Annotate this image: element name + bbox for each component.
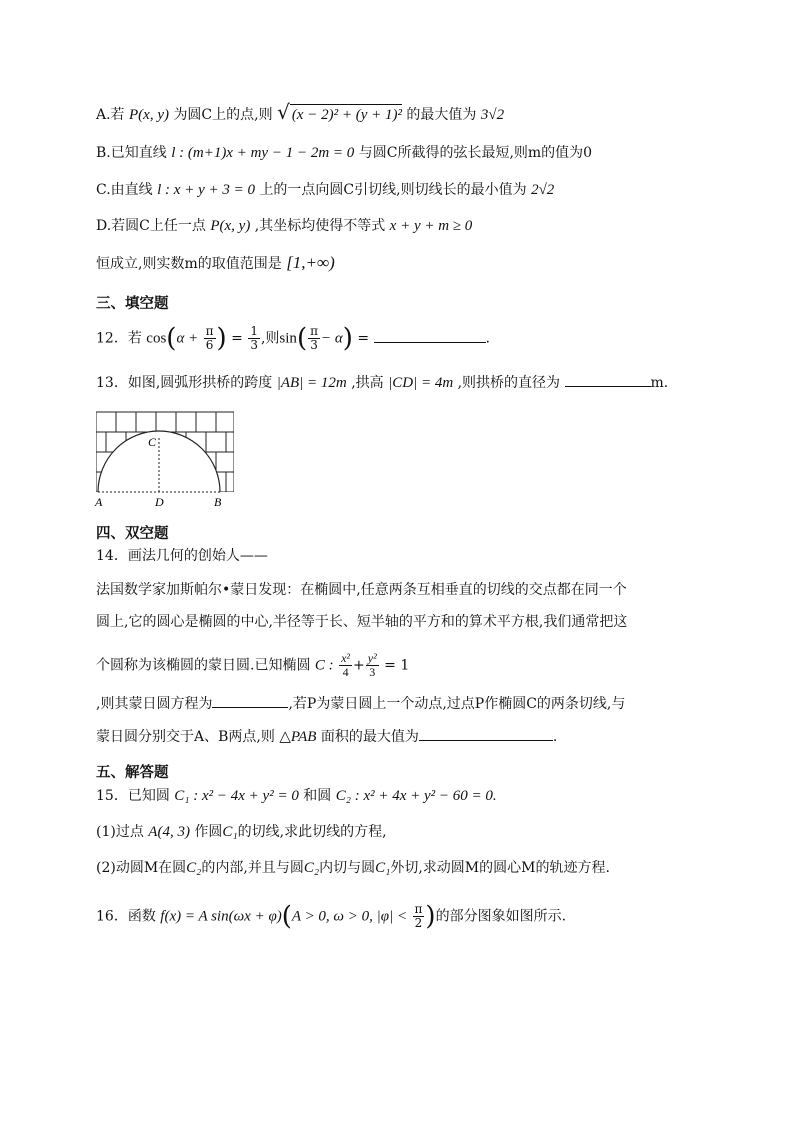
q14-line6 (96, 726, 557, 747)
option-c (96, 180, 554, 200)
option-a (96, 102, 504, 125)
q12-answer-blank[interactable] (374, 328, 486, 343)
q14-plus: + (353, 657, 365, 674)
option-b-tail: 与圆C所截得的弦长最短,则m的值为0 (358, 145, 593, 161)
q15-point-a: A(4, 3) (148, 824, 190, 840)
q14-line6a: 蒙日圆分别交于A、B两点,则 (96, 729, 275, 745)
q14-answer-blank-2[interactable] (419, 726, 553, 741)
q14-line6b: 面积的最大值为 (320, 729, 419, 745)
q15-part1c: C₁ (222, 824, 238, 840)
option-a-answer: 3√2 (480, 107, 505, 123)
q15-part2b: C₂ (186, 860, 202, 876)
q15-part2e: 内切与圆 (319, 860, 376, 876)
q14-line5b: ,若P为蒙日圆上一个动点,过点P作椭圆C的两条切线,与 (288, 696, 626, 712)
q12-num: 12．若 (96, 330, 142, 347)
sqrt-sign-icon: √ (277, 100, 290, 124)
q14-line6c: . (552, 729, 558, 745)
q14-y2: y² (367, 651, 377, 665)
q13-unit: m. (650, 375, 669, 391)
option-a-mid: 为圆C上的点,则 (173, 107, 273, 123)
q14-line4 (96, 652, 409, 679)
label-d: D (155, 495, 164, 509)
option-d (96, 216, 472, 236)
left-paren-icon: ( (166, 323, 177, 354)
q14-line5 (96, 693, 625, 714)
q16-frac-pi-2 (413, 903, 425, 930)
q14-frac-y2-3 (366, 652, 379, 679)
q12-frac-pi-3 (308, 325, 320, 352)
q12-pi: π (205, 324, 214, 338)
right-paren-icon: ) (216, 323, 227, 354)
label-c: C (148, 435, 157, 449)
q13-text1: 13．如图,圆弧形拱桥的跨度 (96, 375, 273, 391)
q16-two: 2 (414, 916, 423, 930)
q15-part2f: C₁ (375, 860, 391, 876)
left-paren-icon: ( (296, 323, 308, 354)
q12-eq2: = (357, 330, 370, 347)
q14-den4: 4 (342, 665, 349, 679)
q12-cos: cos (146, 330, 167, 347)
q15-line1a: 15．已知圆 (96, 788, 170, 804)
q15-part2c: 的内部,并且与圆 (201, 860, 304, 876)
q15-part2d: C₂ (303, 860, 320, 876)
q15-part1a: (1)过点 (96, 824, 144, 840)
q12-then: ,则 (260, 330, 280, 347)
q15-part1 (96, 822, 387, 842)
q14-ellipse-c: C : (314, 657, 334, 674)
option-b (96, 143, 592, 163)
q14-frac-x2-4 (339, 652, 352, 679)
q16-pi: π (414, 902, 423, 916)
q14-line5a: ,则其蒙日圆方程为 (96, 696, 213, 712)
bridge-bricks (96, 412, 234, 492)
q14-eq1: = 1 (384, 657, 410, 674)
option-d-ineq: x + y + m ≥ 0 (389, 218, 473, 234)
q16-text2: 的部分图象如图所示. (435, 908, 567, 925)
q15-part1d: 的切线,求此切线的方程, (237, 824, 387, 840)
q15-part1b: 作圆 (194, 824, 223, 840)
option-d-line2-text: 恒成立,则实数m的取值范围是 (96, 256, 282, 272)
q12-one: 1 (250, 324, 258, 338)
q12-sin: sin (279, 330, 297, 347)
q14-line2: 法国数学家加斯帕尔•蒙日发现：在椭圆中,任意两条互相垂直的切线的交点都在同一个 (96, 582, 627, 598)
q12-minus-alpha: − α (320, 330, 343, 347)
option-a-tail: 的最大值为 (406, 107, 477, 123)
q13-text3: ,则拱桥的直径为 (457, 375, 561, 391)
right-paren-icon: ) (342, 323, 353, 354)
q12-eq: = (231, 330, 243, 347)
q12-three-2: 3 (310, 338, 318, 352)
q16-cond: A > 0, ω > 0, |φ| < (291, 908, 408, 925)
option-a-expr: (x − 2)² + (y + 1)² (290, 104, 402, 125)
q14-line1: 14．画法几何的创始人—— (96, 548, 268, 564)
question-16 (96, 903, 566, 930)
label-b: B (214, 495, 222, 509)
q12-frac-pi-6 (204, 325, 216, 352)
option-c-prefix: C.由直线 (96, 182, 153, 198)
option-b-line-eq: l : (m+1)x + my − 1 − 2m = 0 (171, 145, 355, 161)
option-d-range: [1,+∞) (286, 253, 335, 272)
q14-line4-text: 个圆称为该椭圆的蒙日圆.已知椭圆 (96, 657, 311, 674)
q12-pi-2: π (310, 324, 318, 338)
q12-alpha-plus: α + (176, 330, 199, 347)
question-12 (96, 325, 490, 352)
q13-text2: ,拱高 (351, 375, 384, 391)
option-d-line2 (96, 253, 335, 274)
q16-text1: 16．函数 (96, 908, 156, 925)
option-d-mid: ,其坐标均使得不等式 (254, 218, 386, 234)
q15-part2a: (2)动圆M在圆 (96, 860, 187, 876)
question-13 (96, 372, 668, 393)
right-paren-icon: ) (425, 901, 436, 932)
option-a-point: P(x, y) (129, 107, 169, 123)
q14-triangle: △PAB (279, 729, 317, 745)
option-b-prefix: B.已知直线 (96, 145, 167, 161)
q15-c1: C₁ : x² − 4x + y² = 0 (174, 788, 299, 804)
q12-six: 6 (205, 338, 214, 352)
option-c-answer: 2√2 (531, 182, 555, 198)
q15-part2g: 外切,求动圆M的圆心M的轨迹方程. (390, 860, 610, 876)
question-15 (96, 786, 497, 806)
option-d-point: P(x, y) (210, 218, 251, 234)
label-a: A (95, 495, 103, 509)
q15-line1b: 和圆 (303, 788, 332, 804)
q12-frac-1-3 (248, 325, 260, 352)
q14-den3: 3 (369, 665, 376, 679)
option-a-prefix: A.若 (96, 107, 125, 123)
q13-cd: |CD| = 4m (388, 375, 454, 391)
q14-answer-blank-1[interactable] (212, 693, 288, 708)
option-d-prefix: D.若圆C上任一点 (96, 218, 206, 234)
left-paren-icon: ( (281, 901, 292, 932)
q12-three: 3 (250, 338, 258, 352)
q15-part2 (96, 858, 610, 878)
q13-ab: |AB| = 12m (276, 375, 347, 391)
q12-end: . (485, 330, 490, 347)
section-title-fill-blank: 三、填空题 (96, 296, 169, 312)
q16-func: f(x) = A sin(ωx + φ) (160, 908, 282, 925)
q15-c2: C₂ : x² + 4x + y² − 60 = 0. (335, 788, 497, 804)
option-c-tail: 上的一点向圆C引切线,则切线长的最小值为 (259, 182, 527, 198)
arch-bridge-figure (92, 408, 240, 512)
option-c-line-eq: l : x + y + 3 = 0 (157, 182, 255, 198)
section-title-answer: 五、解答题 (96, 765, 169, 781)
q13-answer-blank[interactable] (565, 372, 651, 387)
q14-line3: 圆上,它的圆心是椭圆的中心,半径等于长、短半轴的平方和的算术平方根,我们通常把这 (96, 614, 628, 630)
q14-x2: x² (341, 651, 351, 665)
section-title-double-blank: 四、双空题 (96, 526, 169, 542)
